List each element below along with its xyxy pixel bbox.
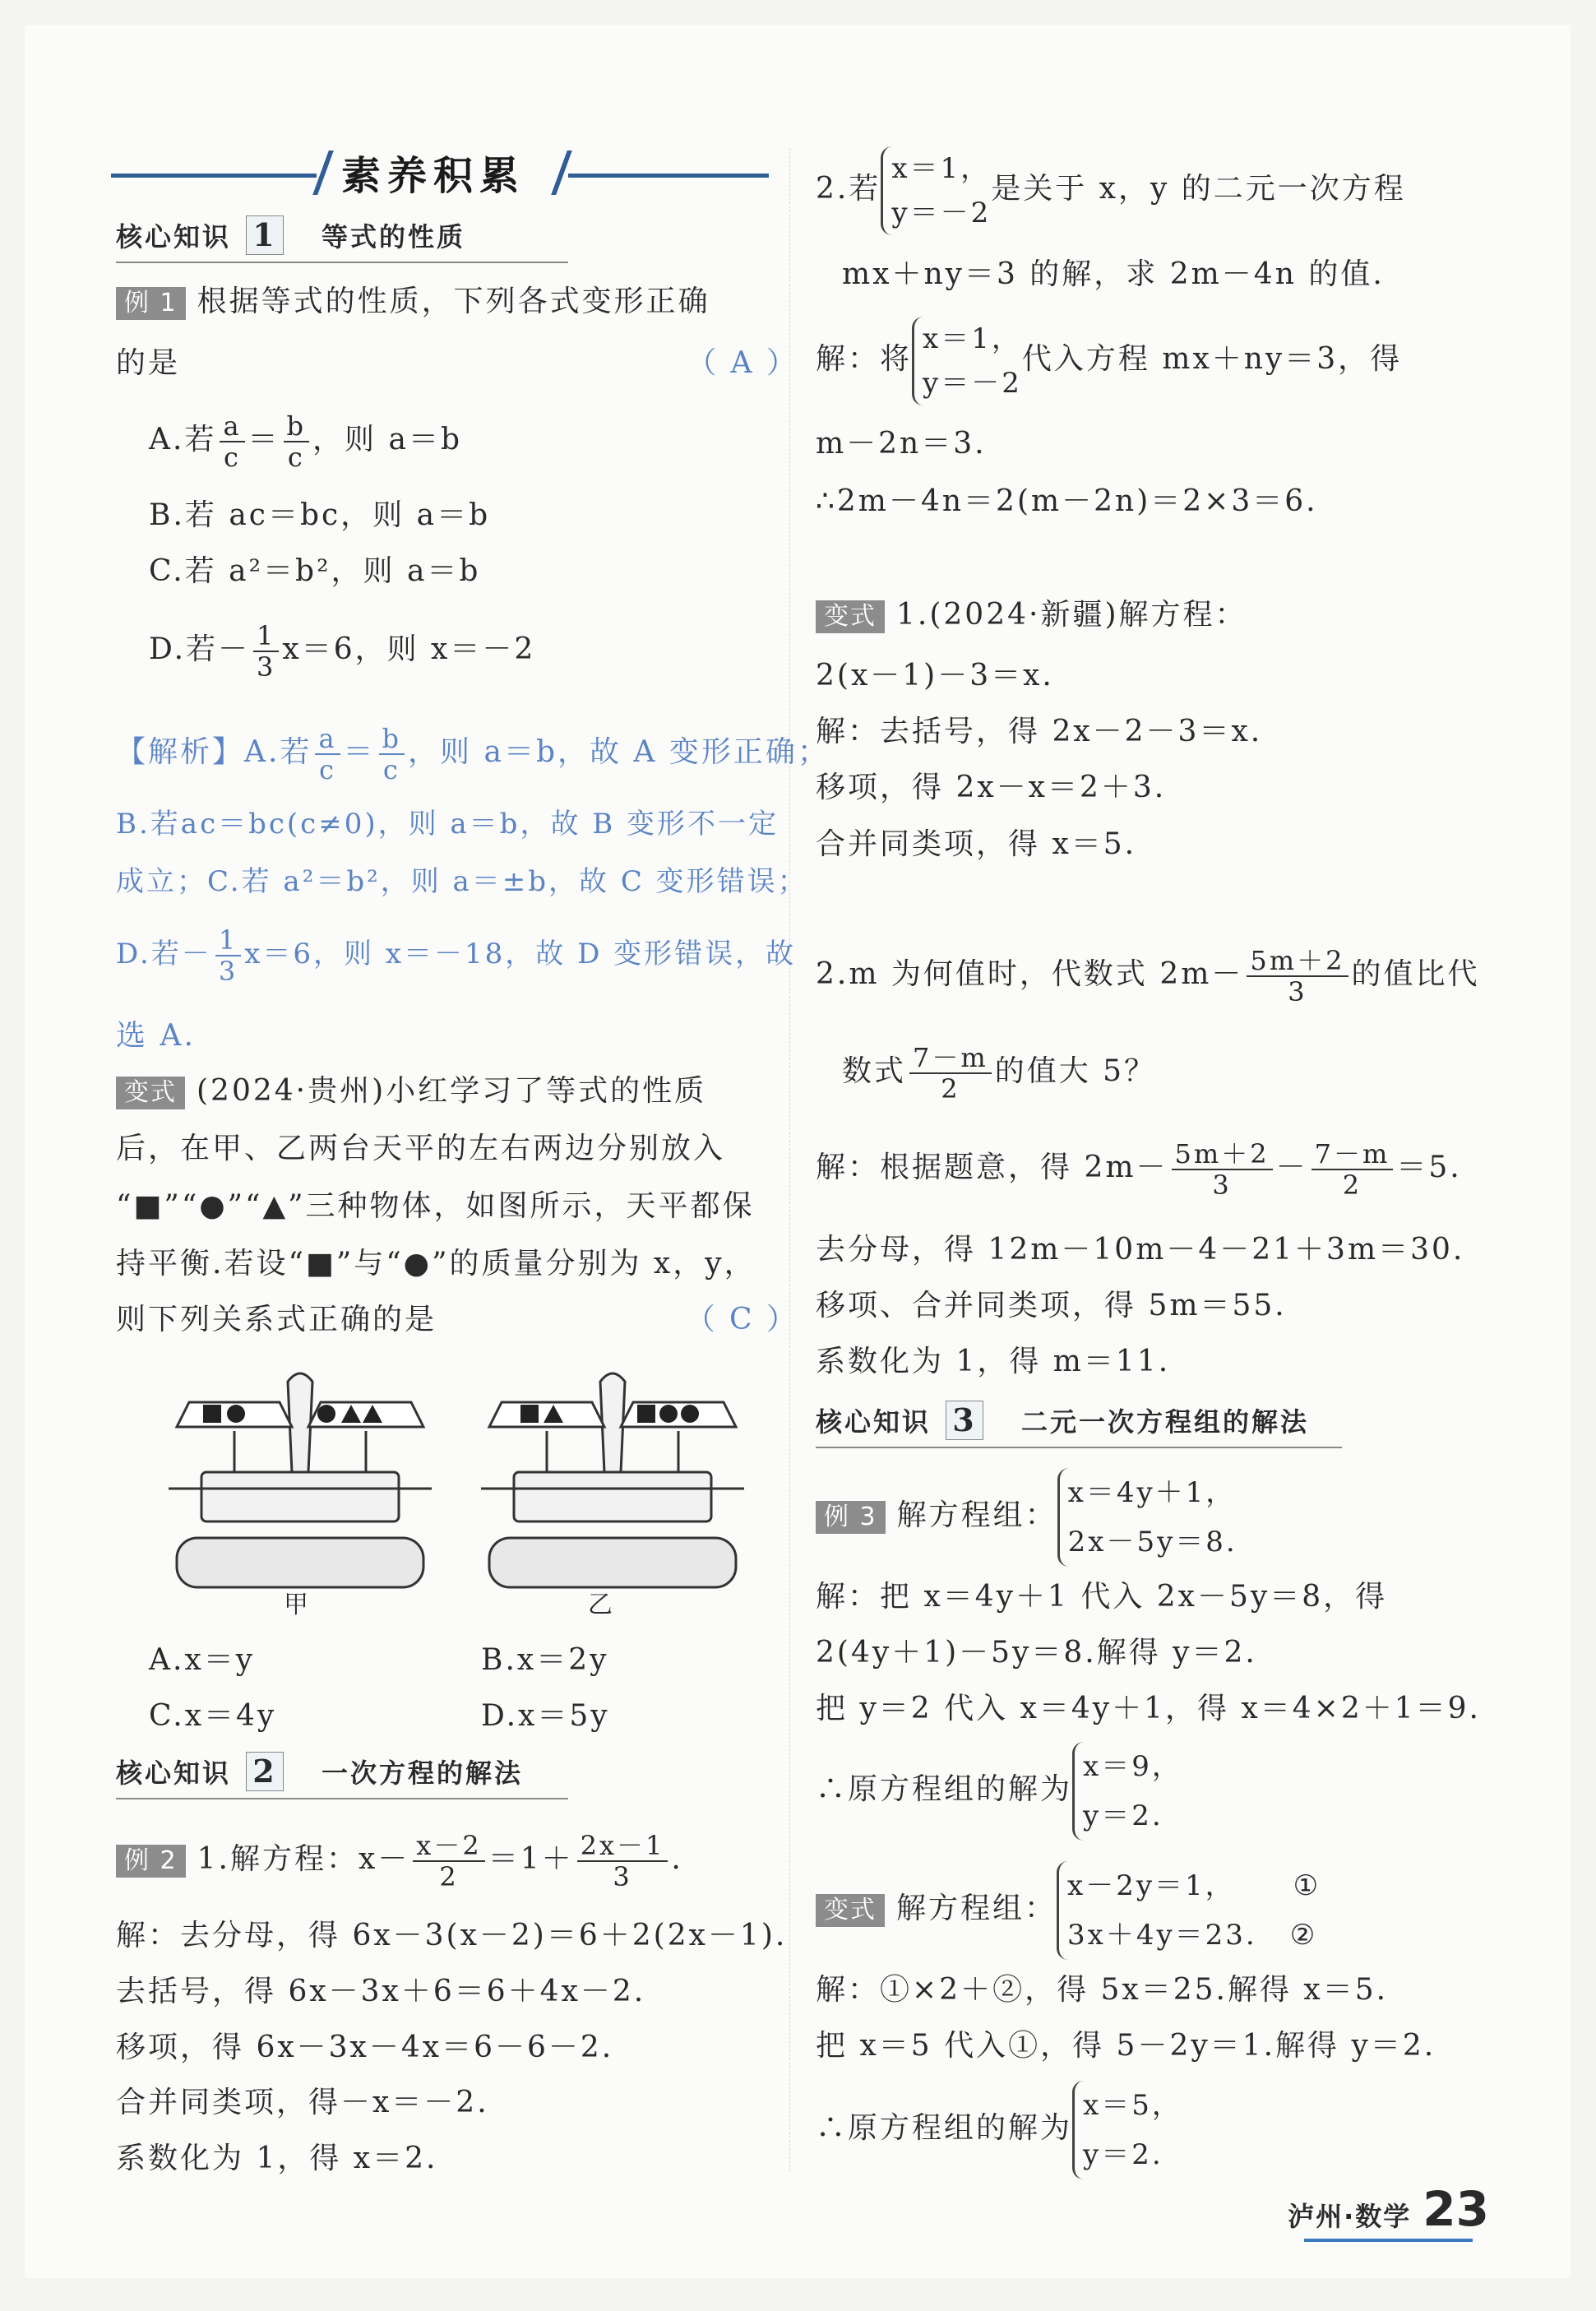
question-3-line-2 (842, 1043, 1156, 1104)
fraction (577, 1831, 668, 1892)
system-row: x＝5， (1083, 2089, 1182, 2122)
option-a: A.若 $\frac{a}{c}$ ＝ $\frac{b}{c}$ ，则 a＝b (149, 410, 462, 473)
question-2-solution-1 (816, 317, 1402, 405)
question-text: 1.解方程：x－ (197, 1842, 410, 1876)
figure-label-jia: 甲 (284, 1591, 311, 1619)
question-3-step-4: 系数化为 1，得 m＝11. (816, 1345, 1171, 1378)
explanation-text: 【解析】A.若 (116, 735, 312, 769)
solution-text: 解：根据题意，得 2m－ (816, 1151, 1168, 1184)
variant-1-line-2: 后，在甲、乙两台天平的左右两边分别放入 (116, 1132, 726, 1165)
denominator: 2 (439, 1861, 459, 1892)
numerator: 5m＋2 (1247, 946, 1348, 977)
equation-text: 3x＋4y＝23. (1067, 1919, 1257, 1952)
option-text: ，则 a＝b (312, 423, 462, 456)
question-2-line-2: mx＋ny＝3 的解，求 2m－4n 的值. (842, 257, 1385, 291)
solution-text: 解：将 (816, 342, 913, 376)
system-row: x＝1， (891, 152, 992, 185)
explanation-text: ，则 a＝b，故 A 变形正确； (408, 735, 830, 769)
variant-1-option-b: B.x＝2y (481, 1643, 609, 1677)
example-tag: 例 2 (116, 1845, 186, 1878)
question-3-step-2: 去分母，得 12m－10m－4－21＋3m＝30. (816, 1233, 1465, 1267)
right-column (791, 0, 1490, 2311)
system-row (1067, 1910, 1321, 1960)
fraction (284, 411, 309, 472)
example-3-result (816, 1742, 1182, 1841)
solution-system (1072, 1742, 1182, 1841)
question-3-step-3: 移项、合并同类项，得 5m＝55. (816, 1289, 1287, 1322)
denominator: c (224, 442, 241, 473)
question-text: . (671, 1842, 683, 1876)
example-1-stem-2 (116, 345, 798, 382)
variant-1-line-4: 持平衡.若设“■”与“●”的质量分别为 x，y， (116, 1247, 756, 1281)
numerator: 1 (253, 621, 279, 652)
fraction (413, 1831, 484, 1892)
denominator: c (382, 754, 400, 785)
variant-2-step-1: 解：去括号，得 2x－2－3＝x. (816, 715, 1263, 748)
example-3-step-1: 解：把 x＝4y＋1 代入 2x－5y＝8，得 (816, 1580, 1388, 1614)
denominator: 3 (613, 1861, 632, 1892)
denominator: 3 (257, 651, 276, 683)
option-c: C.若 a²＝b²，则 a＝b (149, 554, 481, 588)
system-row: x＝4y＋1， (1067, 1476, 1237, 1509)
variant-1-line-1 (116, 1073, 706, 1109)
system-row: x＝9， (1083, 1750, 1182, 1783)
variant-text: 则下列关系式正确的是 (116, 1303, 437, 1336)
variant-2-step-2: 移项，得 2x－x＝2＋3. (816, 771, 1167, 804)
numerator: x－2 (413, 1831, 484, 1862)
section-title: 素养积累 (341, 153, 526, 199)
example-2-step-1: 解：去分母，得 6x－3(x－2)＝6＋2(2x－1). (116, 1919, 788, 1952)
example-3-question (816, 1468, 1237, 1567)
example-2-step-4: 合并同类项，得－x＝－2. (116, 2086, 489, 2119)
core-label: 核心知识 (116, 1758, 232, 1789)
explanation-text: x＝6，则 x＝－18，故 D 变形错误，故 (244, 938, 797, 970)
equation-text: x－2y＝1， (1067, 1869, 1236, 1902)
explanation-line-2: B.若ac＝bc(c≠0)，则 a＝b，故 B 变形不一定 (116, 808, 779, 841)
column-divider (789, 148, 790, 2171)
equation-system (881, 146, 991, 235)
system-row: 2x－5y＝8. (1067, 1526, 1237, 1558)
variant-3-step-2: 把 x＝5 代入①，得 5－2y＝1.解得 y＝2. (816, 2029, 1436, 2063)
system-row: y＝2. (1083, 1799, 1163, 1832)
equation-number: ① (1293, 1869, 1321, 1902)
system-row: x＝1， (923, 322, 1022, 355)
footer-underline (1304, 2239, 1473, 2242)
footer-city-subject: 泸州·数学 (1288, 2201, 1412, 2232)
numerator: 2x－1 (577, 1831, 668, 1862)
stem-text: 的是 (116, 346, 181, 380)
equation-system (1057, 1861, 1321, 1960)
solution-text: － (1275, 1151, 1308, 1184)
fraction (253, 621, 279, 682)
numerator: b (379, 724, 405, 755)
denominator: 3 (1288, 976, 1307, 1007)
numerator: 1 (215, 925, 241, 956)
system-row: y＝2. (1083, 2138, 1163, 2171)
variant-1-option-a: A.x＝y (149, 1643, 256, 1677)
variant-text: (2024·贵州)小红学习了等式的性质 (197, 1074, 707, 1108)
variant-3-result (816, 2081, 1182, 2179)
question-3-solution-1 (816, 1139, 1462, 1200)
core-title: 等式的性质 (322, 221, 466, 252)
numerator: 5m＋2 (1172, 1139, 1273, 1170)
variant-tag: 变式 (816, 1894, 885, 1927)
solution-text: 代入方程 mx＋ny＝3，得 (1021, 342, 1403, 376)
core-label: 核心知识 (816, 1406, 932, 1438)
core-knowledge-1-header (116, 215, 568, 263)
fraction (215, 925, 241, 986)
question-text: 数式 (842, 1054, 907, 1088)
numerator: b (284, 411, 309, 442)
numerator: 7－m (909, 1043, 992, 1074)
variant-tag: 变式 (116, 1077, 185, 1109)
example-3-step-3: 把 y＝2 代入 x＝4y＋1，得 x＝4×2＋1＝9. (816, 1692, 1481, 1725)
explanation-line-1: 【解析】A.若 $\frac{a}{c}$ ＝ $\frac{b}{c}$ ，则 a＝b，故 A 变形正确； (116, 723, 830, 785)
fraction (379, 724, 405, 785)
variant-3-question (816, 1861, 1321, 1960)
core-title: 二元一次方程组的解法 (1021, 1406, 1310, 1438)
variant-tag: 变式 (816, 600, 885, 633)
example-2-step-3: 移项，得 6x－3x－4x＝6－6－2. (116, 2031, 614, 2064)
denominator: c (287, 442, 305, 473)
variant-2-step-3: 合并同类项，得 x＝5. (816, 827, 1137, 861)
option-b: B.若 ac＝bc，则 a＝b (149, 498, 491, 532)
explanation-line-5: 选 A. (116, 1019, 196, 1053)
example-1-answer: （ A ） (687, 346, 798, 380)
numerator: 7－m (1311, 1139, 1394, 1170)
denominator: 2 (941, 1073, 960, 1105)
variant-3-step-1: 解：①×2＋②，得 5x＝25.解得 x＝5. (816, 1973, 1389, 2007)
page-footer (1288, 2181, 1489, 2237)
figure-label-yi: 乙 (588, 1591, 615, 1619)
solution-system (1072, 2081, 1182, 2179)
option-d (149, 621, 535, 682)
denominator: 3 (218, 956, 238, 987)
example-tag: 例 1 (116, 287, 186, 320)
question-2-line-1 (816, 146, 1406, 235)
fraction (909, 1043, 992, 1104)
example-2-question (116, 1831, 683, 1892)
question-text: 2.若 (816, 172, 881, 206)
variant-text: 1.(2024·新疆)解方程： (896, 598, 1247, 632)
left-column (86, 0, 830, 2311)
numerator: a (220, 411, 244, 442)
variant-2-line-1 (816, 597, 1247, 633)
example-2-step-5: 系数化为 1，得 x＝2. (116, 2142, 438, 2175)
variant-1-line-3: “■”“●”“▲”三种物体，如图所示，天平都保 (116, 1189, 755, 1223)
system-row (1067, 1861, 1321, 1910)
fraction (1311, 1139, 1394, 1200)
core-title: 一次方程的解法 (322, 1758, 524, 1789)
system-row: y＝－2 (891, 197, 992, 229)
question-text: 的值比代 (1351, 957, 1480, 991)
question-text: 解方程组： (896, 1892, 1057, 1925)
stem-text: 根据等式的性质，下列各式变形正确 (197, 285, 710, 318)
explanation-line-3: 成立；C.若 a²＝b²，则 a＝±b，故 C 变形错误； (116, 865, 808, 898)
explanation-text: D.若－ (116, 938, 212, 970)
explanation-line-4 (116, 925, 796, 986)
variant-1-option-c: C.x＝4y (149, 1699, 277, 1733)
question-text: 的值大 5？ (994, 1054, 1157, 1088)
numerator: a (315, 724, 340, 755)
variant-2-line-2: 2(x－1)－3＝x. (816, 659, 1054, 692)
question-3-line-1 (816, 946, 1480, 1007)
question-2-solution-3: ∴2m－4n＝2(m－2n)＝2×3＝6. (816, 484, 1318, 518)
core-label: 核心知识 (116, 221, 232, 252)
option-text: A.若 (149, 423, 217, 456)
denominator: 2 (1342, 1169, 1362, 1201)
fraction (315, 724, 340, 785)
solution-text: ＝5. (1396, 1151, 1462, 1184)
question-text: 2.m 为何值时，代数式 2m－ (816, 957, 1244, 991)
fraction (220, 411, 244, 472)
equation-system (912, 317, 1022, 405)
question-text: 是关于 x，y 的二元一次方程 (991, 172, 1406, 206)
variant-1-line-5 (116, 1302, 798, 1338)
example-3-step-2: 2(4y＋1)－5y＝8.解得 y＝2. (816, 1636, 1257, 1670)
fraction (1247, 946, 1348, 1007)
balance-figures (144, 1357, 769, 1628)
denominator: c (319, 754, 336, 785)
option-text: D.若－ (149, 632, 251, 666)
solution-text: ∴原方程组的解为 (816, 2111, 1073, 2145)
variant-1-option-d: D.x＝5y (481, 1699, 610, 1733)
question-2-solution-2: m－2n＝3. (816, 427, 987, 461)
equation-number: ② (1289, 1919, 1318, 1952)
fraction (1172, 1139, 1273, 1200)
core-knowledge-3-header (816, 1401, 1342, 1448)
system-row: y＝－2 (923, 367, 1022, 400)
page-number: 23 (1423, 2181, 1489, 2237)
equation-system (1057, 1468, 1237, 1567)
example-2-step-2: 去括号，得 6x－3x＋6＝6＋4x－2. (116, 1975, 646, 2008)
core-number: 3 (946, 1401, 983, 1440)
core-number: 2 (246, 1752, 284, 1791)
denominator: 3 (1212, 1169, 1232, 1201)
solution-text: ∴原方程组的解为 (816, 1772, 1073, 1806)
question-text: 解方程组： (896, 1498, 1057, 1532)
example-1-stem (116, 284, 710, 320)
variant-1-answer: （ C ） (685, 1303, 798, 1336)
example-tag: 例 3 (816, 1501, 886, 1534)
core-number: 1 (246, 215, 284, 255)
option-text: x＝6，则 x＝－2 (282, 632, 536, 666)
core-knowledge-2-header (116, 1752, 568, 1799)
question-text: ＝1＋ (488, 1842, 574, 1876)
